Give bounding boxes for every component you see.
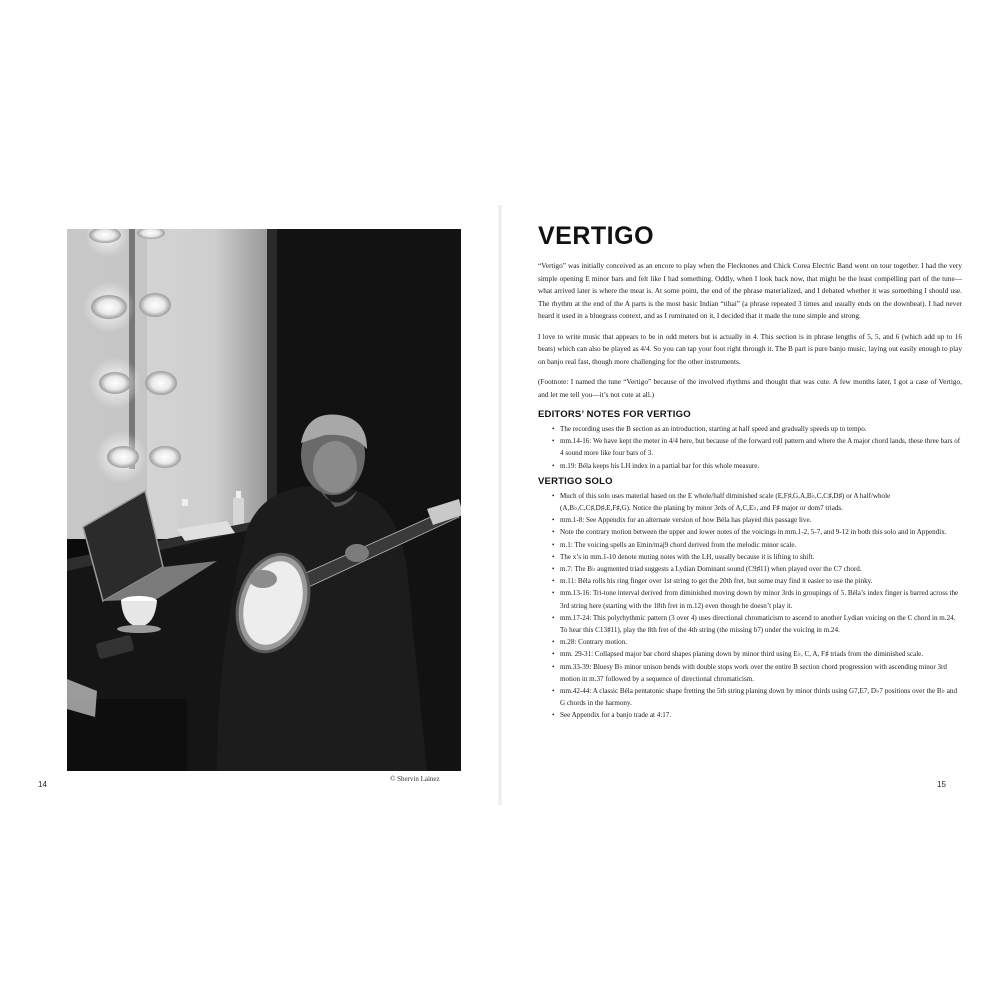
list-item: • m.11: Béla rolls his ring finger over 1st string to get the 20th fret, but some may find it easier to use the pinky. <box>552 575 962 587</box>
solo-notes-heading: VERTIGO SOLO <box>538 475 613 487</box>
list-item: • m.1: The voicing spells an Emin/maj9 chord derived from the melodic minor scale. <box>552 539 962 551</box>
list-item: • mm.13-16: Tri-tone interval derived from diminished moving down by minor 3rds in groupings of 5. Béla’s index finger is barred across the 3rd string here (starting with the 18th fret in m.12) even though he doesn’t play it. <box>552 587 962 611</box>
body-paragraph: I love to write music that appears to be in odd meters but is actually in 4. This section is in phrase lengths of 5, 5, and 6 (which add up to 16 beats) which can also be played as 4/4. So you can tap your foot right through it. The B part is pure banjo music, laying out easily enough to play on banjo real fast, though more challenging for the other instruments. <box>538 331 962 366</box>
list-item: • mm.42-44: A classic Béla pentatonic shape fretting the 5th string planing down by minor thirds using G7,E7, D♭7 positions over the B♭ and G chords in the harmony. <box>552 685 962 709</box>
editors-notes-heading: EDITORS’ NOTES FOR VERTIGO <box>538 409 691 420</box>
body-paragraph: (Footnote: I named the tune “Vertigo” because of the involved rhythms and thought that was cute. A few months later, I got a case of Vertigo, and let me tell you—it’s not cute at all.) <box>538 377 962 399</box>
list-item: • Much of this solo uses material based on the E whole/half diminished scale (E,F♯,G,A,B♭,C,C♯,D♯) or A half/whole (A,B♭,C,C♯,D♯,E,F♯,G). Notice the planing by minor 3rds of A,C,E♭, and F♯ major or dom7 triads. <box>552 490 962 514</box>
book-gutter <box>498 205 502 805</box>
list-item: • m.7: The B♭ augmented triad suggests a Lydian Dominant sound (C9♯11) when played over the C7 chord. <box>552 563 962 575</box>
article-title: VERTIGO <box>538 222 655 250</box>
list-item: • The recording uses the B section as an introduction, starting at half speed and gradually speeds up to tempo. <box>552 423 962 435</box>
body-paragraph: “Vertigo” was initially conceived as an encore to play when the Flecktones and Chick Corea Electric Band went on tour together. I had the very simple opening E minor bars and felt like I had something. Oddly, when I look back now, that might be the least compelling part of the tune—what arrived later is where the meat is. At some point, the end of the phrase materialized, and I debated whether it was something I should use. The rhythm at the end of the A parts is the most basic Indian “tihai” (a phrase repeated 3 times and usually ends on the downbeat). I had never heard it used in a bluegrass context, and as I ruminated on it, I decided that it made the tune simple and strong. <box>538 261 962 320</box>
photo-illustration <box>67 229 461 771</box>
page-number-left: 14 <box>38 780 47 789</box>
list-item: • Note the contrary motion between the upper and lower notes of the voicings in mm.1-2, 5-7, and 9-12 in both this solo and in Appendix. <box>552 526 962 538</box>
list-item: • m.19: Béla keeps his LH index in a partial bar for this whole measure. <box>552 460 962 472</box>
list-item: • m.28: Contrary motion. <box>552 636 962 648</box>
article-column <box>510 222 962 726</box>
list-item: • mm.17-24: This polyrhythmic pattern (3 over 4) uses directional chromaticism to ascend to another Lydian voicing on the C chord in m.24. To hear this C13♯11), play the 8th fret of the 4th string (the missing b7) under the voicing in m.24. <box>552 612 962 636</box>
editors-notes-list <box>510 423 962 472</box>
page-number-right: 15 <box>937 780 946 789</box>
list-item: • mm.33-39: Bluesy B♭ minor unison bends with double stops work over the entire B section chord progression with ascending minor 3rd motion in m.37 followed by a sequence of directional chromaticism. <box>552 661 962 685</box>
article-body <box>538 260 962 401</box>
list-item: • See Appendix for a banjo trade at 4:17. <box>552 709 962 721</box>
photo-credit: © Shervin Lainez <box>390 775 440 783</box>
list-item: • The x’s in mm.1-10 denote muting notes with the LH, usually because it is lifting to shift. <box>552 551 962 563</box>
list-item: • mm.1-8: See Appendix for an alternate version of how Béla has played this passage live. <box>552 514 962 526</box>
photo-musician-banjo <box>67 229 461 771</box>
list-item: • mm. 29-31: Collapsed major bar chord shapes planing down by minor third using E♭, C, A, F♯ triads from the diminished scale. <box>552 648 962 660</box>
solo-notes-list <box>510 490 962 722</box>
list-item: • mm.14-16: We have kept the meter in 4/4 here, but because of the forward roll pattern and where the A major chord lands, these three bars of 4 sound more like four bars of 3. <box>552 435 962 459</box>
